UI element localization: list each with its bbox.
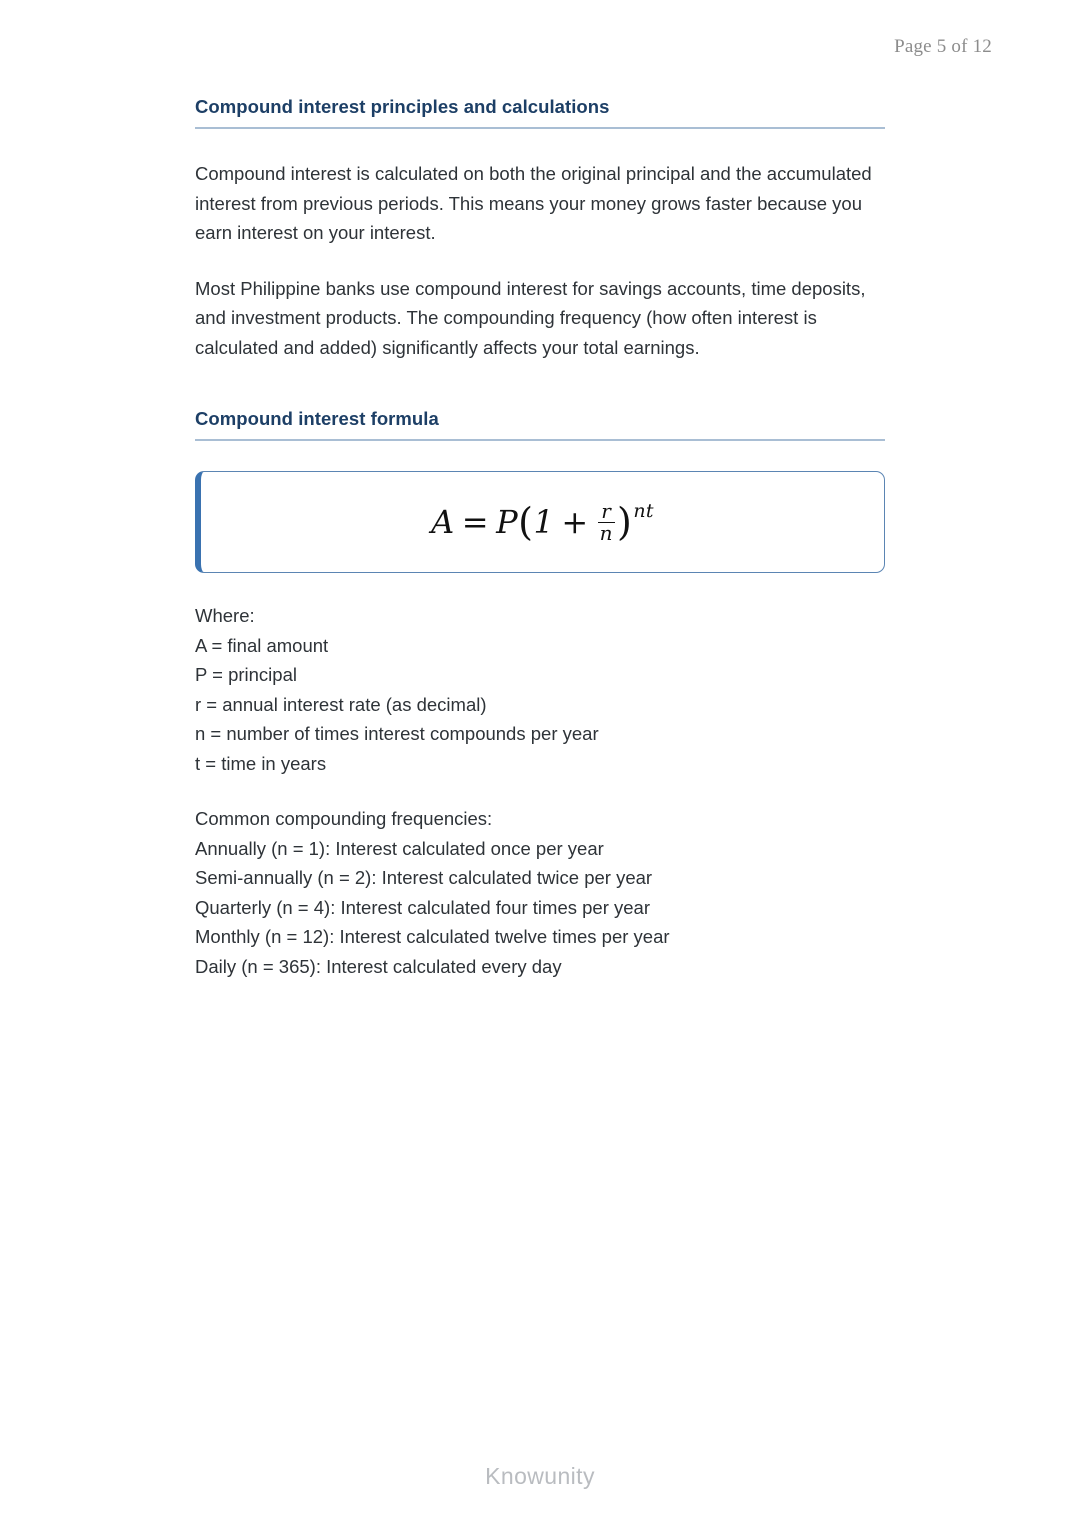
formula-exponent-nt: nt xyxy=(633,500,654,522)
frequency-item: Daily (n = 365): Interest calculated every day xyxy=(195,955,562,977)
frequency-item: Quarterly (n = 4): Interest calculated four times per year xyxy=(195,896,650,918)
frequency-item: Monthly (n = 12): Interest calculated twelve times per year xyxy=(195,926,670,947)
frequency-item: Annually (n = 1): Interest calculated once per year xyxy=(195,837,604,859)
formula-close-paren: ) xyxy=(617,499,633,544)
frequencies-intro: Common compounding frequencies: xyxy=(195,808,493,829)
formula-open-paren: ( xyxy=(518,499,534,544)
formula-section-heading: Compound interest formula xyxy=(195,408,439,429)
heading-divider xyxy=(195,127,885,129)
formula-term-P: P xyxy=(496,503,519,541)
compound-interest-formula xyxy=(431,498,654,545)
formula-term-one: 1 xyxy=(533,503,555,541)
formula-plus-sign: + xyxy=(561,503,589,541)
document-content xyxy=(195,96,885,981)
formula-fraction-denominator: n xyxy=(599,520,614,545)
definition-item: A = final amount xyxy=(195,634,329,656)
definition-item: r = annual interest rate (as decimal) xyxy=(195,693,487,715)
formula-fraction-numerator: r xyxy=(601,498,612,523)
formula-equals-sign: = xyxy=(461,503,490,541)
formula-fraction-r-over-n xyxy=(598,498,615,545)
frequency-item: Semi-annually (n = 2): Interest calculated twice per year xyxy=(195,867,653,888)
definition-item: P = principal xyxy=(195,664,297,685)
formula-callout-box xyxy=(195,471,885,573)
intro-paragraph-2: Most Philippine banks use compound interest for savings accounts, time deposits, and investment products. The compounding frequency (how often interest is calculated and added) significantly affects your total earnings. xyxy=(195,277,866,358)
definitions-intro: Where: xyxy=(195,605,255,626)
formula-term-A: A xyxy=(431,503,455,541)
intro-paragraph-1: Compound interest is calculated on both the original principal and the accumulated interest from previous periods. This means your money grows faster because you earn interest on your interest. xyxy=(195,163,872,243)
definition-item: t = time in years xyxy=(195,752,327,774)
compounding-frequencies-block xyxy=(195,804,885,981)
formula-heading-divider xyxy=(195,439,885,441)
page-number-indicator: Page 5 of 12 xyxy=(894,36,992,57)
variable-definitions-block xyxy=(195,601,885,778)
knowunity-watermark: Knowunity xyxy=(485,1463,595,1489)
page-title: Compound interest principles and calculations xyxy=(195,96,610,117)
definition-item: n = number of times interest compounds per year xyxy=(195,723,599,744)
